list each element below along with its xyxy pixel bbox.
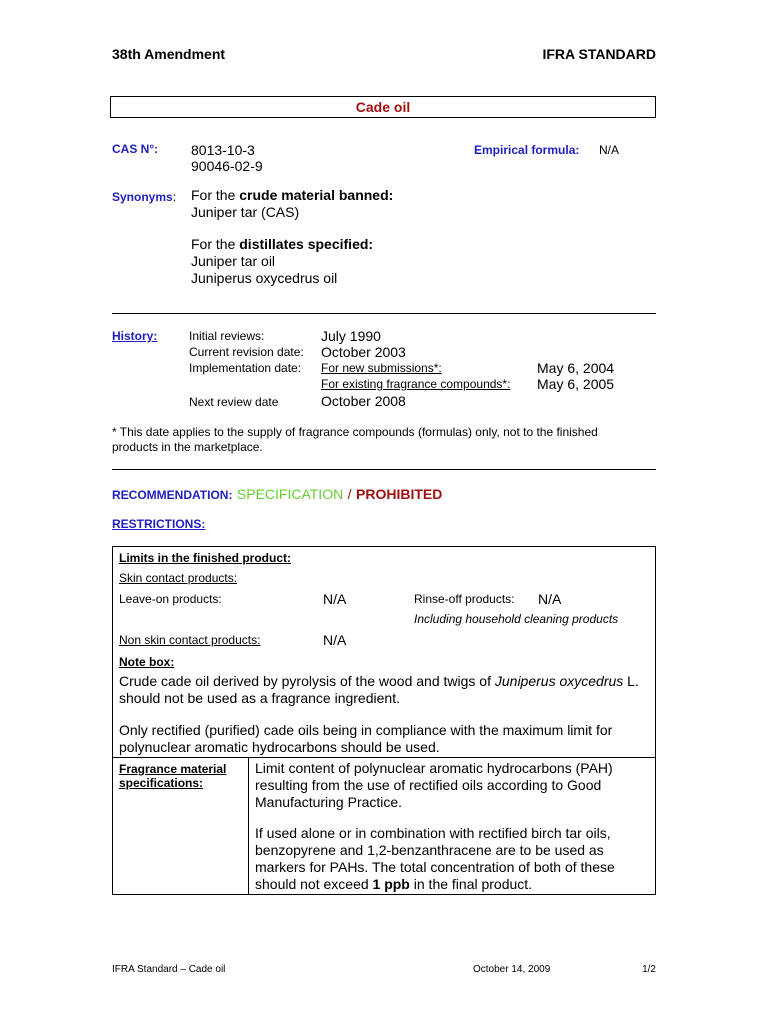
divider-1 <box>112 313 656 314</box>
note-1 <box>119 673 644 707</box>
document-title: Cade oil <box>355 99 411 115</box>
prohibited-text: PROHIBITED <box>356 486 443 502</box>
crude-prefix: For the <box>191 187 240 203</box>
household-note: Including household cleaning products <box>414 612 619 626</box>
amendment-header: 38th Amendment <box>112 46 226 62</box>
note-1-italic: Juniperus oxycedrus <box>494 673 624 689</box>
current-revision-value: October 2003 <box>321 344 406 360</box>
spec-p2-a: If used alone or in combination with rectified birch tar oils, benzopyrene and 1,2-benzanthracene are to be used as markers for PAHs. The total concentration of both of these should not exceed <box>255 825 615 892</box>
empirical-formula-value: N/A <box>599 143 620 157</box>
spec-label: Fragrance material specifications: <box>119 762 227 790</box>
standard-header: IFRA STANDARD <box>542 46 656 62</box>
spec-box-divider <box>248 757 249 895</box>
leave-on-value: N/A <box>323 591 347 607</box>
footer-left: IFRA Standard – Cade oil <box>112 964 226 975</box>
footnote: * This date applies to the supply of fragrance compounds (formulas) only, not to the finished products in the marketplace. <box>112 425 598 454</box>
crude-item: Juniper tar (CAS) <box>191 204 300 220</box>
existing-compounds-value: May 6, 2005 <box>537 376 615 392</box>
empirical-formula-label: Empirical formula: <box>474 143 580 157</box>
rinse-off-label: Rinse-off products: <box>414 592 515 606</box>
cas-value-2: 90046-02-9 <box>191 158 263 174</box>
notebox-label: Note box: <box>119 655 175 669</box>
initial-reviews-label: Initial reviews: <box>189 329 265 343</box>
limits-title: Limits in the finished product: <box>119 551 291 565</box>
synonyms-label-wrap <box>112 188 176 206</box>
spec-paragraph-1: Limit content of polynuclear aromatic hydrocarbons (PAH) resulting from the use of rectified oils according to Good Manufacturing Practice. <box>255 760 613 810</box>
spec-paragraph-2 <box>255 825 630 893</box>
non-skin-label: Non skin contact products: <box>119 633 261 647</box>
initial-reviews-value: July 1990 <box>321 328 381 344</box>
next-review-label: Next review date <box>189 395 279 409</box>
note-1-b: L. should not be used as a fragrance ingredient. <box>119 673 639 706</box>
history-label: History: <box>112 329 158 343</box>
synonyms-colon: : <box>172 190 177 204</box>
new-submissions-value: May 6, 2004 <box>537 360 615 376</box>
distillate-item-2: Juniperus oxycedrus oil <box>191 270 338 286</box>
non-skin-value: N/A <box>323 632 347 648</box>
specification-text: SPECIFICATION <box>236 486 344 502</box>
recommendation-label: RECOMMENDATION: <box>112 488 233 502</box>
recommendation-row <box>112 486 442 504</box>
distillate-item-1: Juniper tar oil <box>191 253 276 269</box>
distillates-heading <box>191 236 373 252</box>
recommendation-separator: / <box>347 486 352 502</box>
leave-on-label: Leave-on products: <box>119 592 222 606</box>
restrictions-label: RESTRICTIONS: <box>112 517 206 531</box>
rinse-off-value: N/A <box>538 591 562 607</box>
new-submissions-label: For new submissions*: <box>321 361 442 375</box>
dist-bold: distillates specified: <box>239 236 374 252</box>
crude-heading <box>191 187 393 203</box>
existing-compounds-label: For existing fragrance compounds*: <box>321 377 511 391</box>
note-2: Only rectified (purified) cade oils being in compliance with the maximum limit for polynuclear aromatic hydrocarbons should be used. <box>119 722 613 755</box>
spec-p2-b: in the final product. <box>409 876 533 892</box>
title-box <box>110 96 656 118</box>
note-1-a: Crude cade oil derived by pyrolysis of the wood and twigs of <box>119 673 495 689</box>
footer-page: 1/2 <box>642 964 656 975</box>
crude-bold: crude material banned: <box>239 187 394 203</box>
implementation-label: Implementation date: <box>189 361 302 375</box>
dist-prefix: For the <box>191 236 240 252</box>
next-review-value: October 2008 <box>321 393 406 409</box>
synonyms-label: Synonyms <box>112 190 173 204</box>
divider-2 <box>112 469 656 470</box>
current-revision-label: Current revision date: <box>189 345 304 359</box>
footer-date: October 14, 2009 <box>473 964 551 975</box>
skin-contact-label: Skin contact products: <box>119 571 238 585</box>
cas-value-1: 8013-10-3 <box>191 142 255 158</box>
cas-label: CAS N°: <box>112 142 159 156</box>
spec-p2-bold: 1 ppb <box>372 876 410 892</box>
